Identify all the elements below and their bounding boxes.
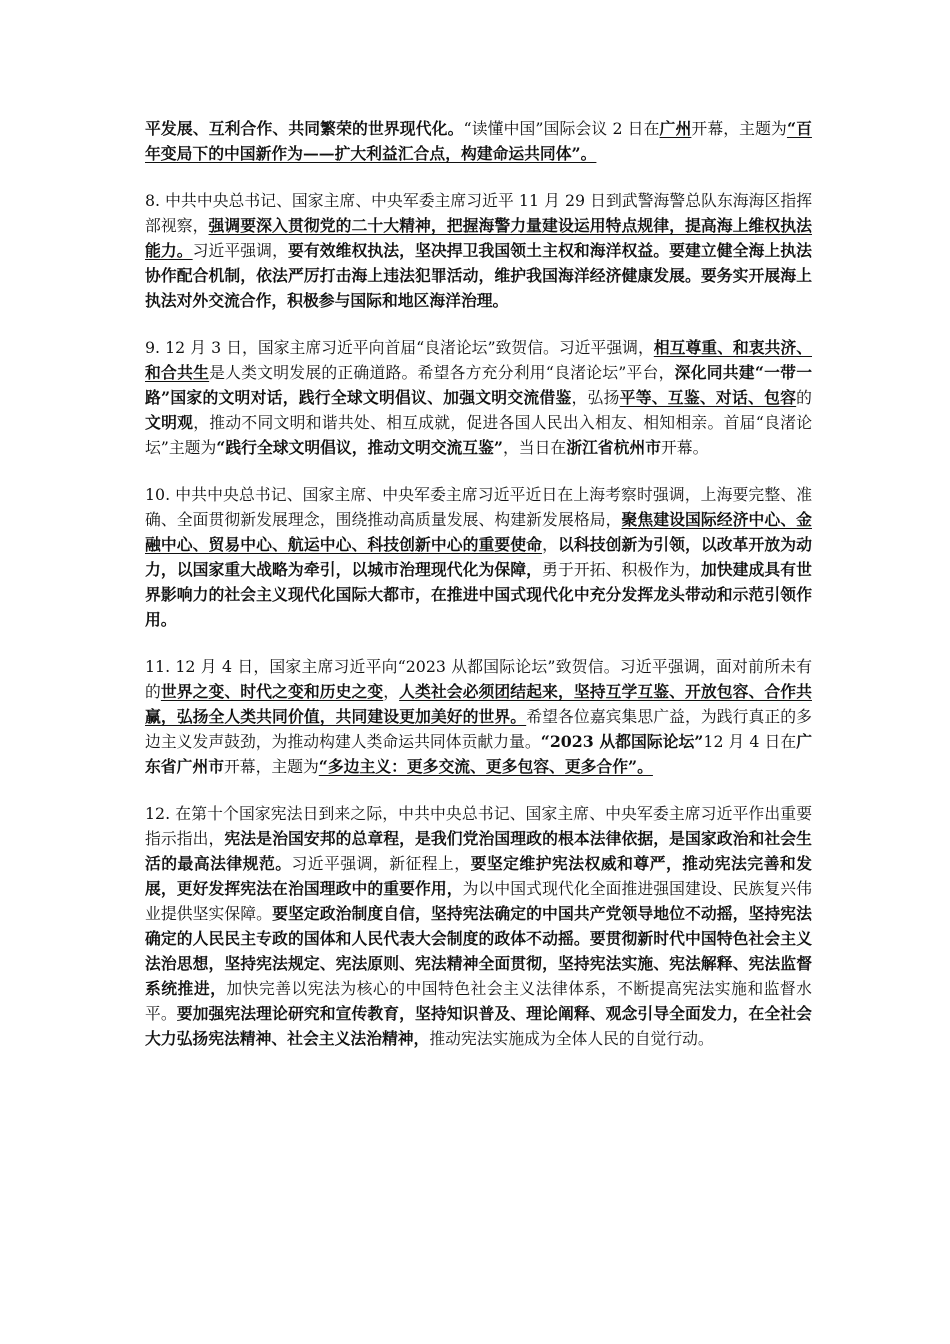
text-run: ，推动不同文明和谐共处、相互成就，促进各国人民出入相友、相知相亲。首届“良渚论坛”主题为 — [145, 413, 812, 457]
bold-text-run: 宪法是治国安邦的总章程，是我们党治国理政的根本法律依据，是国家政治和社会生活的最高法律规范。 — [145, 829, 812, 873]
bold-text-run: 平发展、互利合作、共同繁荣的世界现代化。 — [145, 119, 464, 138]
text-run: 推动宪法实施成为全体人民的自觉行动。 — [429, 1029, 714, 1048]
bold-text-run: 深化同共建“一带一路”国家的文明对话，践行全球文明倡议、加强文明交流借鉴 — [145, 363, 812, 407]
bold-text-run: 要坚定政治制度自信，坚持宪法确定的中国共产党领导地位不动摇，坚持宪法确定的人民民主专政的国体和人民代表大会制度的政体不动摇。要贯彻新时代中国特色社会主义法治思想，坚持宪法规定、宪法原则、宪法精神全面贯彻，坚持宪法实施、宪法解释、宪法监督系统推进， — [145, 904, 812, 998]
text-run: ， — [542, 535, 558, 554]
text-run: 12. 在第十个国家宪法日到来之际，中共中央总书记、国家主席、中央军委主席习近平作出重要指示指出， — [145, 804, 812, 848]
bold-text-run: 要加强宪法理论研究和宣传教育，坚持知识普及、理论阐释、观念引导全面发力，在全社会大力弘扬宪法精神、社会主义法治精神， — [145, 1004, 812, 1048]
text-run: 开幕，主题为 — [224, 757, 319, 776]
document-body — [145, 116, 812, 1073]
paragraph-10 — [145, 482, 812, 632]
text-run: ，弘扬 — [571, 388, 620, 407]
paragraph-11 — [145, 654, 812, 779]
bold-text-run: 广东省广州市 — [145, 732, 813, 776]
text-run: 开幕，主题为 — [691, 119, 787, 138]
underlined-text-run: 平等、互鉴、对话、包容 — [619, 388, 797, 407]
text-run: 是人类文明发展的正确道路。希望各方充分利用“良渚论坛”平台， — [209, 363, 675, 382]
underlined-text-run: 聚焦建设国际经济中心、金融中心、贸易中心、航运中心、科技创新中心的重要使命 — [145, 510, 812, 554]
text-run: 开幕。 — [661, 438, 709, 457]
bold-text-run: 文明观 — [145, 413, 194, 432]
underlined-text-run: 强调要深入贯彻党的二十大精神，把握海警力量建设运用特点规律，提高海上维权执法能力。 — [145, 216, 812, 260]
text-run: “读懂中国”国际会议 2 日在 — [463, 119, 660, 138]
underlined-text-run: 世界之变、时代之变和历史之变 — [160, 682, 384, 701]
underlined-text-run: “多边主义：更多交流、更多包容、更多合作”。 — [318, 757, 653, 776]
underlined-text-run: “百年变局下的中国新作为——扩大利益汇合点，构建命运共同体”。 — [145, 119, 812, 163]
text-run: 的 — [796, 388, 812, 407]
paragraph-9 — [145, 335, 812, 460]
text-run: 10. 中共中央总书记、国家主席、中央军委主席习近平近日在上海考察时强调，上海要完整、准确、全面贯彻新发展理念，围绕推动高质量发展、构建新发展格局， — [145, 485, 812, 529]
bold-text-run: 浙江省杭州市 — [566, 438, 661, 457]
text-run: 习近平强调， — [192, 241, 288, 260]
bold-text-run: 以科技创新为引领，以改革开放为动力，以国家重大战略为牵引，以城市治理现代化为保障， — [145, 535, 812, 579]
bold-text-run: 要坚定维护宪法权威和尊严，推动宪法完善和发展，更好发挥宪法在治国理政中的重要作用， — [145, 854, 812, 898]
paragraph-8 — [145, 188, 812, 313]
text-run: 9. 12 月 3 日，国家主席习近平向首届“良渚论坛”致贺信。习近平强调， — [145, 338, 654, 357]
bold-text-run: 要有效维权执法，坚决捍卫我国领土主权和海洋权益。要建立健全海上执法协作配合机制，依法严厉打击海上违法犯罪活动，维护我国海洋经济健康发展。要务实开展海上执法对外交流合作，积极参与国际和地区海洋治理。 — [145, 241, 812, 310]
text-run: 11. 12 月 4 日，国家主席习近平向“2023 从都国际论坛”致贺信。习近平强调，面对前所未有的 — [145, 657, 812, 701]
bold-text-run: “践行全球文明倡议，推动文明交流互鉴” — [216, 438, 503, 457]
text-run: ， — [383, 682, 400, 701]
underlined-text-run: 相互尊重、和衷共济、和合共生 — [145, 338, 812, 382]
text-run: 8. 中共中央总书记、国家主席、中央军委主席习近平 11 月 29 日到武警海警总队东海海区指挥部视察， — [145, 191, 812, 235]
text-run: 习近平强调，新征程上， — [291, 854, 471, 873]
text-run: 加快完善以宪法为核心的中国特色社会主义法律体系，不断提高宪法实施和监督水平。 — [145, 979, 812, 1023]
text-run: 勇于开拓、积极作为， — [542, 560, 701, 579]
text-run: 为以中国式现代化全面推进强国建设、民族复兴伟业提供坚实保障。 — [145, 879, 812, 923]
underlined-text-run: 人类社会必须团结起来，坚持互学互鉴、开放包容、合作共赢，弘扬全人类共同价值，共同建设更加美好的世界。 — [145, 682, 812, 726]
bold-text-run: 加快建成具有世界影响力的社会主义现代化国际大都市，在推进中国式现代化中充分发挥龙头带动和示范引领作用。 — [145, 560, 812, 629]
bold-text-run: “2023 从都国际论坛” — [540, 732, 704, 751]
text-run: 希望各位嘉宾集思广益，为践行真正的多边主义发声鼓劲，为推动构建人类命运共同体贡献力量。 — [145, 707, 812, 751]
paragraph-intro — [145, 116, 812, 166]
paragraph-12 — [145, 801, 812, 1051]
underlined-text-run: 广州 — [659, 119, 692, 138]
text-run: ，当日在 — [503, 438, 567, 457]
text-run: 12 月 4 日在 — [703, 732, 797, 751]
